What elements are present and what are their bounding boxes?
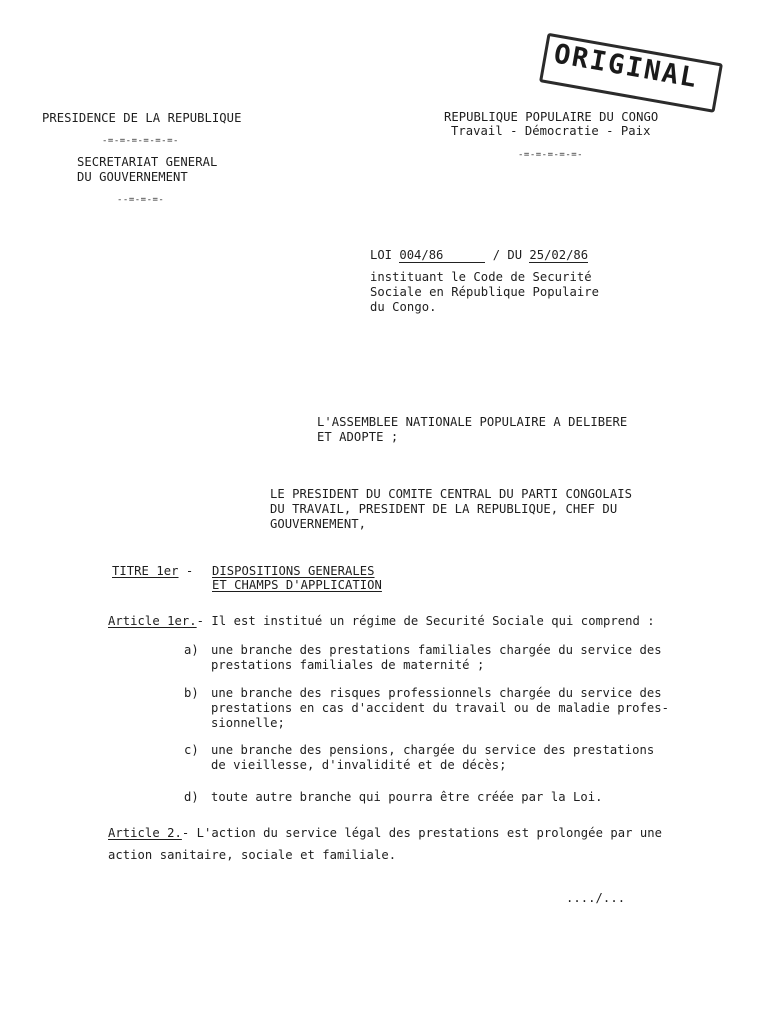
law-title-line-3: du Congo. (370, 300, 437, 314)
item-b-line-1: une branche des risques professionnels chargée du service des (211, 686, 662, 700)
page-continuation: ..../... (566, 891, 626, 905)
header-right-divider: -=-=-=-=-=- (518, 150, 584, 160)
item-d-line-1: toute autre branche qui pourra être créée par la Loi. (211, 790, 603, 804)
law-number: 004/86 (399, 249, 485, 263)
titre-dash: - (185, 564, 194, 578)
item-a-line-2: prestations familiales de maternité ; (211, 658, 485, 672)
item-c-line-1: une branche des pensions, chargée du service des prestations (211, 743, 655, 757)
stamp-text: ORIGINAL (551, 38, 701, 95)
titre-heading-line-1: DISPOSITIONS GENERALES (212, 564, 375, 578)
law-du: / DU (492, 248, 523, 262)
item-b-marker: b) (184, 686, 199, 700)
article-2-line-2: action sanitaire, sociale et familiale. (108, 848, 397, 862)
titre-heading-line-2: ET CHAMPS D'APPLICATION (212, 578, 382, 592)
original-stamp (539, 33, 725, 113)
titre-label (112, 564, 193, 579)
item-c-line-2: de vieillesse, d'invalidité et de décès; (211, 758, 507, 772)
article-1-label: Article 1er. (108, 614, 197, 628)
assembly-line-2: ET ADOPTE ; (317, 430, 399, 444)
law-prefix: LOI (370, 248, 393, 262)
article-2-label: Article 2. (108, 826, 182, 840)
law-reference (370, 248, 588, 263)
header-left-divider-2: --=-=-=- (117, 195, 165, 205)
item-b-line-3: sionnelle; (211, 716, 285, 730)
header-left-secretariat: SECRETARIAT GENERAL (77, 155, 218, 169)
item-b-line-2: prestations en cas d'accident du travail ou de maladie profes- (211, 701, 670, 715)
president-line-1: LE PRESIDENT DU COMITE CENTRAL DU PARTI CONGOLAIS (270, 487, 632, 501)
item-d-marker: d) (184, 790, 199, 804)
article-1-intro: - Il est institué un régime de Securité Sociale qui comprend : (196, 614, 655, 628)
header-right-republique (444, 110, 658, 125)
president-line-2: DU TRAVAIL, PRESIDENT DE LA REPUBLIQUE, CHEF DU (270, 502, 618, 516)
law-title-line-1: instituant le Code de Securité (370, 270, 592, 284)
item-a-marker: a) (184, 643, 199, 657)
law-date: 25/02/86 (529, 248, 589, 262)
article-2-text-1: - L'action du service légal des prestations est prolongée par une (181, 826, 663, 840)
article-2-line-1 (108, 826, 662, 841)
header-left-divider: -=-=-=-=-=-=- (102, 136, 179, 146)
item-c-marker: c) (184, 743, 199, 757)
header-left-presidence: PRESIDENCE DE LA REPUBLIQUE (42, 111, 242, 125)
titre-label-text: TITRE 1er (112, 564, 179, 578)
president-line-3: GOUVERNEMENT, (270, 517, 367, 531)
item-a-line-1: une branche des prestations familiales chargée du service des (211, 643, 662, 657)
header-left-gouvernement: DU GOUVERNEMENT (77, 170, 188, 184)
assembly-line-1: L'ASSEMBLEE NATIONALE POPULAIRE A DELIBERE (317, 415, 628, 429)
header-right-motto: Travail - Démocratie - Paix (451, 124, 651, 138)
article-1-heading (108, 614, 655, 629)
law-title-line-2: Sociale en République Populaire (370, 285, 600, 299)
header-right-republique-text: REPUBLIQUE POPULAIRE DU CONGO (444, 110, 659, 124)
